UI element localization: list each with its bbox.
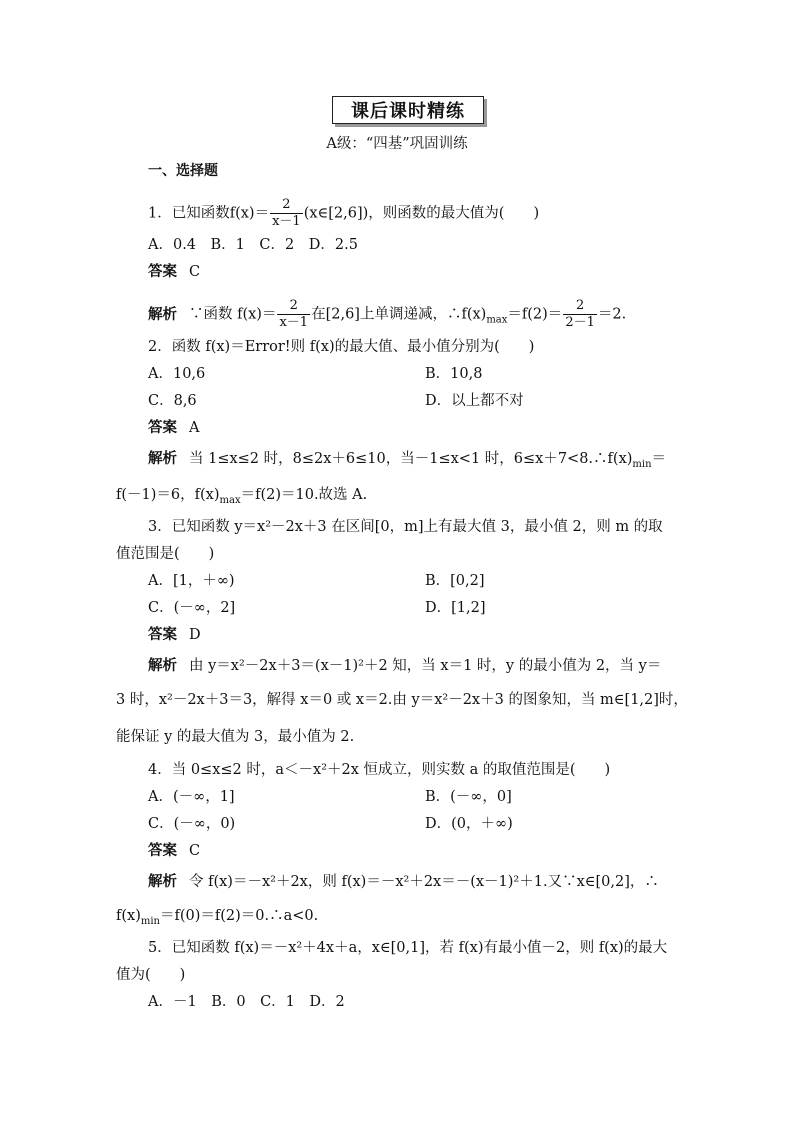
question-4-option-d: D．(0，＋∞)	[425, 816, 513, 832]
question-3-analysis-line-2: 3 时，x²－2x＋3＝3，解得 x＝0 或 x＝2.由 y＝x²－2x＋3 的图象知，当 m∈[1,2]时，	[116, 692, 688, 708]
page-title	[332, 96, 484, 124]
question-3-option-a: A．[1，＋∞)	[148, 573, 235, 589]
question-1-answer: 答案 C	[148, 264, 201, 280]
section-heading: 一、选择题	[148, 163, 218, 179]
level-subtitle: A级：“四基”巩固训练	[326, 136, 468, 152]
page-title-text: 课后课时精练	[351, 101, 465, 122]
question-5-stem-line-2: 值为( )	[116, 967, 186, 983]
question-2-option-c: C．8,6	[148, 393, 197, 409]
question-4-option-c: C．(－∞，0)	[148, 816, 236, 832]
question-3-analysis-line-1: 解析 由 y＝x²－2x＋3＝(x－1)²＋2 知，当 x＝1 时，y 的最小值为 2，当 y＝	[148, 658, 662, 674]
question-2-analysis-line-2: f(－1)＝6，$f(x)_{max}=f(2)=10$.故选 A.	[116, 487, 368, 506]
question-2-option-d: D．以上都不对	[425, 393, 524, 409]
question-1-analysis: 解析 ∵函数 f(x)＝ $\frac{2}{x-1}$ 在[2,6]上单调递减，$\therefore f(x)_{max}=f(2)=$ $\frac{2}{2-1}$ ＝2.	[148, 298, 627, 330]
question-1-options: A．0.4 B．1 C．2 D．2.5	[148, 237, 358, 253]
question-3-stem-line-2: 值范围是( )	[116, 546, 215, 562]
question-3-analysis-line-3: 能保证 y 的最大值为 3，最小值为 2.	[116, 729, 355, 745]
question-2-option-b: B．10,8	[425, 366, 483, 382]
question-4-analysis-line-2: $f(x)_{min}=f(0)=f(2)=0.\therefore a<0$.	[116, 908, 319, 927]
fraction: $\frac{2}{x-1}$	[279, 298, 309, 330]
fraction: $\frac{2}{2-1}$	[565, 298, 595, 330]
question-4-analysis-line-1: 解析 令 f(x)＝－x²＋2x，则 f(x)＝－x²＋2x＝－(x－1)²＋1.又∵x∈[0,2]，∴	[148, 874, 659, 890]
question-1-stem: 1．已知函数f(x)＝ $\frac{2}{x-1}$ (x∈[2,6])，则函数的最大值为( )	[148, 197, 540, 229]
question-3-answer: 答案 D	[148, 627, 201, 643]
question-2-analysis-line-1: 解析 当 1≤x≤2 时，8≤2x＋6≤10，当－1≤x<1 时，$6\le x+7<8.\therefore f(x)_{min}=$	[148, 451, 667, 470]
question-3-stem-line-1: 3．已知函数 y＝x²－2x＋3 在区间[0，m]上有最大值 3，最小值 2，则 m 的取	[148, 519, 663, 535]
question-4-stem: 4．当 0≤x≤2 时，a＜－x²＋2x 恒成立，则实数 a 的取值范围是( )	[148, 762, 611, 778]
question-2-stem: 2．函数 f(x)＝Error!则 f(x)的最大值、最小值分别为( )	[148, 339, 535, 355]
fraction: $\frac{2}{x-1}$	[272, 197, 301, 229]
question-3-option-c: C．(－∞，2]	[148, 600, 236, 616]
question-5-stem-line-1: 5．已知函数 f(x)＝－x²＋4x＋a，x∈[0,1]，若 f(x)有最小值－2，则 f(x)的最大	[148, 940, 668, 956]
question-2-answer: 答案 A	[148, 420, 200, 436]
question-5-options: A．－1 B．0 C．1 D．2	[148, 994, 345, 1010]
question-3-option-b: B．[0,2]	[425, 573, 485, 589]
question-4-answer: 答案 C	[148, 843, 201, 859]
question-4-option-a: A．(－∞，1]	[148, 789, 235, 805]
question-3-option-d: D．[1,2]	[425, 600, 486, 616]
question-2-option-a: A．10,6	[148, 366, 206, 382]
question-4-option-b: B．(－∞，0]	[425, 789, 512, 805]
